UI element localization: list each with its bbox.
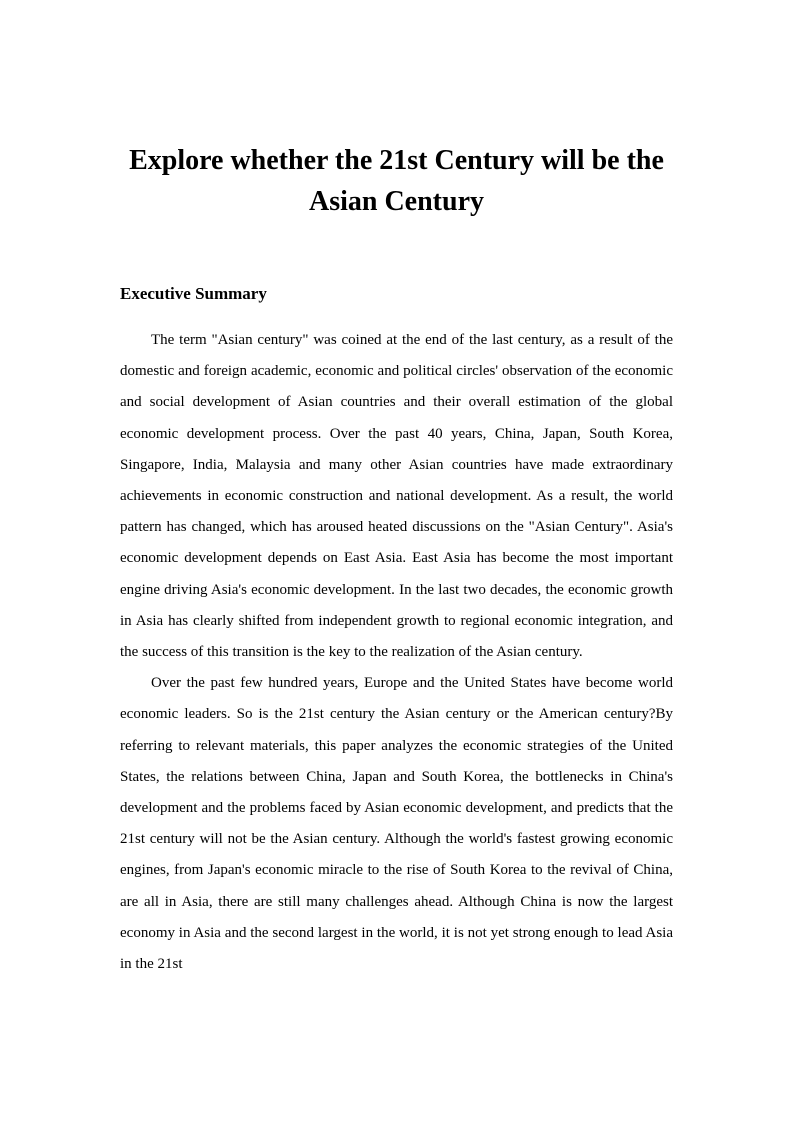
section-heading: Executive Summary <box>120 284 267 303</box>
paragraph: Over the past few hundred years, Europe and the United States have become world economic leaders. So is the 21st century the Asian century or the American century?By referring to relevant materials, this paper analyzes the economic strategies of the United States, the relations between China, Japan and South Korea, the bottlenecks in China's development and the problems faced by Asian economic development, and predicts that the 21st century will not be the Asian century. Although the world's fastest growing economic engines, from Japan's economic miracle to the rise of South Korea to the revival of China, are all in Asia, there are still many challenges ahead. Although China is now the largest economy in Asia and the second largest in the world, it is not yet strong enough to lead Asia in the 21st <box>120 675 673 973</box>
paragraph: The term "Asian century" was coined at the end of the last century, as a result of the domestic and foreign academic, economic and political circles' observation of the economic and social development of Asian countries and their overall estimation of the global economic development process. Over the past 40 years, China, Japan, South Korea, Singapore, India, Malaysia and many other Asian countries have made extraordinary achievements in economic construction and national development. As a result, the world pattern has changed, which has aroused heated discussions on the "Asian Century". Asia's economic development depends on East Asia. East Asia has become the most important engine driving Asia's economic development. In the last two decades, the economic growth in Asia has clearly shifted from independent growth to regional economic integration, and the success of this transition is the key to the realization of the Asian century. <box>120 332 673 661</box>
body-text <box>120 325 673 980</box>
document-title: Explore whether the 21st Century will be the Asian Century <box>129 145 664 217</box>
